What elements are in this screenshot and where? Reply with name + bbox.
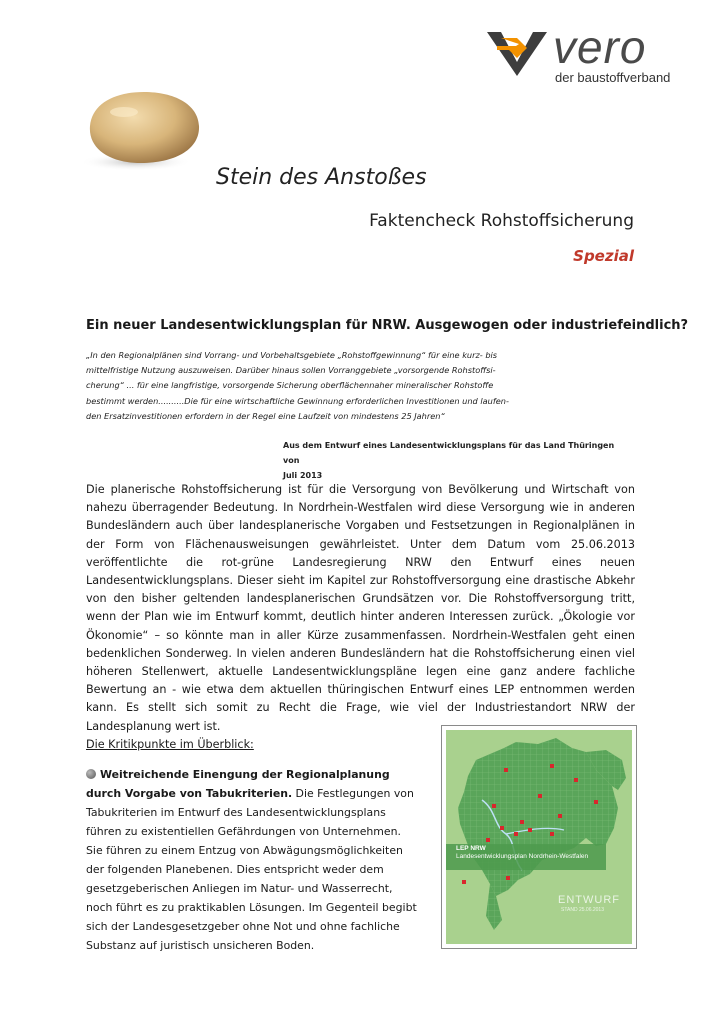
- cover-draft-date: STAND 25.06.2013: [561, 907, 604, 913]
- stone-image: [78, 86, 204, 172]
- vero-logo: [487, 21, 697, 88]
- page-title: Stein des Anstoßes: [216, 165, 427, 190]
- quote-source-line: Aus dem Entwurf eines Landesentwicklungsplans für das Land Thüringen von: [283, 441, 615, 465]
- quote-block: [86, 348, 556, 424]
- quote-source: [283, 438, 633, 483]
- quote-source-line: Juli 2013: [283, 471, 323, 480]
- cover-draft-label: ENTWURF: [558, 894, 620, 906]
- cover-title: LEP NRW: [456, 845, 486, 852]
- quote-line: bestimmt werden..........Die für eine wirtschaftliche Gewinnung erforderlichen Investitionen und laufen-: [86, 395, 509, 406]
- kritik-point-text: Die Festlegungen von Tabukriterien im Entwurf des Landesentwicklungsplans führen zu existentiellen Gefährdungen von Unternehmen. Sie führen zu einem Entzug von Abwägungsmöglichkeiten der folgenden Planebenen. Dies entspricht weder dem gesetzgeberischen Anliegen im Natur- und Wasserrecht, noch führt es zu praktikablen Lösungen. Im Gegenteil begibt sich der Landesgesetzgeber ohne Not und ohne fachliche Substanz auf juristisch unsicheren Boden.: [86, 787, 417, 952]
- cover-subtitle: Landesentwicklungsplan Nordrhein-Westfalen: [456, 853, 589, 860]
- logo-wordmark: vero: [553, 21, 647, 73]
- quote-line: mittelfristige Nutzung auszuweisen. Darüber hinaus sollen Vorranggebiete „vorsorgende Rohstoffsi-: [86, 365, 496, 376]
- logo-tagline: der baustoffverband: [555, 70, 671, 85]
- kritik-heading: Die Kritikpunkte im Überblick:: [86, 738, 254, 751]
- quote-line: den Ersatzinvestitionen erfordern in der Regel eine Laufzeit von mindestens 25 Jahren“: [86, 410, 445, 421]
- nrw-map-illustration: [446, 730, 632, 944]
- lep-cover-image: [441, 725, 637, 949]
- quote-line: „In den Regionalplänen sind Vorrang- und Vorbehaltsgebiete „Rohstoffgewinnung“ für eine kurz- bis: [86, 350, 498, 360]
- page-subtitle: Faktencheck Rohstoffsicherung: [369, 211, 634, 231]
- body-paragraph: Die planerische Rohstoffsicherung ist für die Versorgung von Bevölkerung und Wirtschaft von nahezu überragender Bedeutung. In Nordrhein-Westfalen wird diese Versorgung wie in anderen Bundesländern auch über landesplanerische Vorgaben und Festsetzungen in Regionalplänen in der Form von Flächenausweisungen gewährleistet. Unter dem Datum vom 25.06.2013 veröffentlichte die rot-grüne Landesregierung NRW den Entwurf eines neuen Landesentwicklungsplans. Dieser sieht im Kapitel zur Rohstoffversorgung eine drastische Abkehr von den bisher geltenden landesplanerischen Grundsätzen vor. Die Rohstoffversorgung tritt, wenn der Plan wie im Entwurf kommt, deutlich hinter anderen Interessen zurück. „Ökologie vor Ökonomie“ – so könnte man in aller Kürze zusammenfassen. Nordrhein-Westfalen geht einen bedenklichen Sonderweg. In vielen anderen Bundesländern hat die Rohstoffsicherung einen viel höheren Stellenwert, aktuelle Landesentwicklungspläne legen eine ganz andere fachliche Bewertung an - wie etwa dem aktuellen thüringischen Entwurf eines LEP entnommen werden kann. Es stellt sich somit zu Recht die Frage, wie viel der Industriestandort NRW der Landesplanung wert ist.: [86, 483, 635, 733]
- quote-line: cherung“ ... für eine langfristige, vorsorgende Sicherung oberflächennaher mineralischer Rohstoffe: [86, 380, 494, 391]
- kritik-point-lead: Weitreichende Einengung der Regionalplanung durch Vorgabe von Tabukriterien.: [86, 768, 390, 800]
- kritik-point: [86, 765, 420, 955]
- spezial-badge: Spezial: [573, 247, 634, 265]
- bullet-icon: [86, 769, 96, 779]
- vero-chevron-icon: [487, 32, 551, 76]
- article-headline: Ein neuer Landesentwicklungsplan für NRW. Ausgewogen oder industriefeindlich?: [86, 318, 689, 333]
